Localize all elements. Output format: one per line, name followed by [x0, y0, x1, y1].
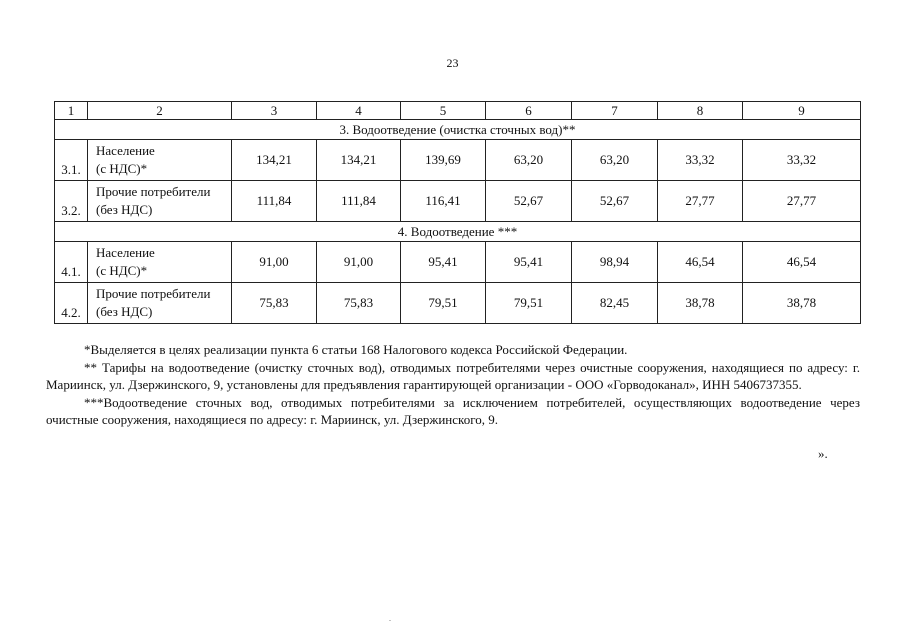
consumer-name: [88, 283, 232, 324]
table-row: [55, 242, 861, 283]
tariff-value: 134,21: [232, 140, 317, 181]
tariff-value: 52,67: [486, 181, 572, 222]
tariff-value: 52,67: [572, 181, 658, 222]
consumer-name-line: Прочие потребители: [96, 286, 211, 301]
tariff-value: 75,83: [317, 283, 401, 324]
row-number: 4.2.: [55, 283, 88, 324]
section-row: [55, 120, 861, 140]
tariff-value: 91,00: [317, 242, 401, 283]
tariff-value: 75,83: [232, 283, 317, 324]
table-row: [55, 283, 861, 324]
tariff-value: 79,51: [401, 283, 486, 324]
consumer-name-line: (без НДС): [96, 304, 153, 319]
tariff-value: 33,32: [658, 140, 743, 181]
tariff-value: 134,21: [317, 140, 401, 181]
tariff-value: 79,51: [486, 283, 572, 324]
footnote-vat: *Выделяется в целях реализации пункта 6 статьи 168 Налогового кодекса Российской Федерации.: [84, 342, 628, 357]
tariff-value: 111,84: [232, 181, 317, 222]
column-header: 6: [486, 102, 572, 120]
tariff-value: 91,00: [232, 242, 317, 283]
column-header: 9: [743, 102, 861, 120]
tariff-value: 33,32: [743, 140, 861, 181]
tariff-value: 63,20: [572, 140, 658, 181]
consumer-name: [88, 140, 232, 181]
section-title: 4. Водоотведение ***: [55, 222, 861, 242]
footnotes: [46, 341, 860, 429]
column-header: 5: [401, 102, 486, 120]
tariff-value: 95,41: [486, 242, 572, 283]
section-row: [55, 222, 861, 242]
section-title: 3. Водоотведение (очистка сточных вод)**: [55, 120, 861, 140]
consumer-name-line: Население: [96, 143, 155, 158]
consumer-name-line: (без НДС): [96, 202, 153, 217]
column-number-row: [55, 102, 861, 120]
tariff-value: 38,78: [658, 283, 743, 324]
consumer-name-line: (с НДС)*: [96, 161, 148, 176]
consumer-name-line: Прочие потребители: [96, 184, 211, 199]
tariff-value: 116,41: [401, 181, 486, 222]
column-header: 4: [317, 102, 401, 120]
consumer-name-line: (с НДС)*: [96, 263, 148, 278]
column-header: 3: [232, 102, 317, 120]
tariff-value: 27,77: [658, 181, 743, 222]
tariff-value: 46,54: [743, 242, 861, 283]
footnote-drainage: ***Водоотведение сточных вод, отводимых потребителями за исключением потребителей, осуществляющих водоотведение через очистные сооружения, находящиеся по адресу: г. Мариинск, ул. Дзержинского, 9.: [46, 394, 860, 427]
row-number: 3.1.: [55, 140, 88, 181]
tariff-table: [54, 101, 861, 324]
tariff-value: 98,94: [572, 242, 658, 283]
table-row: [55, 140, 861, 181]
tariff-value: 27,77: [743, 181, 861, 222]
tariff-value: 95,41: [401, 242, 486, 283]
column-header: 7: [572, 102, 658, 120]
tariff-value: 63,20: [486, 140, 572, 181]
column-header: 8: [658, 102, 743, 120]
column-header: 2: [88, 102, 232, 120]
table-row: [55, 181, 861, 222]
tariff-value: 82,45: [572, 283, 658, 324]
closing-quote: ».: [818, 446, 828, 461]
page-number: 23: [446, 56, 459, 70]
footnote-treatment: ** Тарифы на водоотведение (очистку сточных вод), отводимых потребителями через очистные сооружения, находящиеся по адресу: г. Мариинск, ул. Дзержинского, 9, установлены для предъявления гарантирующей организации - ООО «Горводоканал», ИНН 5406737355.: [46, 359, 860, 392]
consumer-name: [88, 181, 232, 222]
column-header: 1: [55, 102, 88, 120]
row-number: 3.2.: [55, 181, 88, 222]
tariff-value: 111,84: [317, 181, 401, 222]
consumer-name: [88, 242, 232, 283]
tariff-value: 38,78: [743, 283, 861, 324]
row-number: 4.1.: [55, 242, 88, 283]
consumer-name-line: Население: [96, 245, 155, 260]
tariff-value: 139,69: [401, 140, 486, 181]
tariff-value: 46,54: [658, 242, 743, 283]
footer-mark: .: [389, 614, 391, 623]
